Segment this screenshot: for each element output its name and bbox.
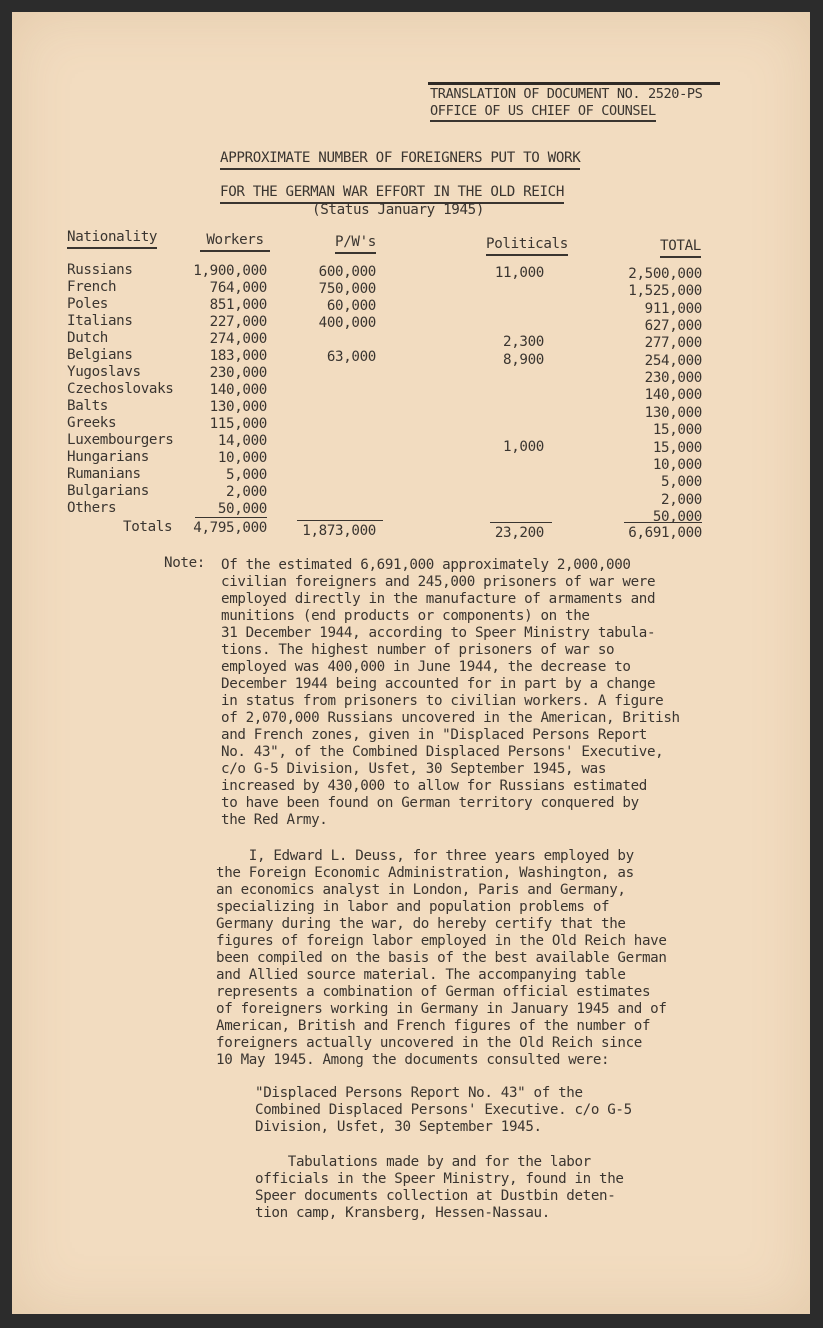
cell-total: 2,000: [661, 492, 702, 508]
cell-nationality: Yugoslavs: [67, 364, 141, 380]
text-line: increased by 430,000 to allow for Russians estimated: [221, 778, 647, 794]
text-line: I, Edward L. Deuss, for three years employed by: [216, 848, 634, 864]
cell-workers: 130,000: [209, 399, 267, 415]
cell-total: 140,000: [644, 387, 702, 403]
cell-total: 230,000: [644, 370, 702, 386]
text-line: "Displaced Persons Report No. 43" of the: [255, 1085, 583, 1101]
text-line: munitions (end products or components) on the: [221, 608, 590, 624]
cell-nationality: Italians: [67, 313, 133, 329]
text-line: in status from prisoners to civilian workers. A figure: [221, 693, 664, 709]
totals-politicals: 23,200: [494, 525, 544, 541]
header-line-2: OFFICE OF US CHIEF OF COUNSEL: [430, 103, 656, 122]
cell-nationality: Poles: [67, 296, 108, 312]
workers-sum-rule: [195, 517, 267, 518]
cell-pows: 63,000: [326, 349, 376, 365]
cell-nationality: Czechoslovaks: [67, 381, 174, 397]
politicals-sum-rule: [490, 522, 552, 523]
header-line-1: TRANSLATION OF DOCUMENT NO. 2520-PS: [430, 86, 703, 102]
text-line: to have been found on German territory conquered by: [221, 795, 639, 811]
cell-total: 911,000: [644, 301, 702, 317]
text-line: foreigners actually uncovered in the Old Reich since: [216, 1035, 642, 1051]
title-line-3: (Status January 1945): [312, 202, 485, 218]
title-line-1: APPROXIMATE NUMBER OF FOREIGNERS PUT TO WORK: [220, 150, 580, 170]
cell-nationality: Hungarians: [67, 449, 149, 465]
text-line: Speer documents collection at Dustbin deten-: [255, 1188, 616, 1204]
cell-workers: 227,000: [209, 314, 267, 330]
cell-workers: 50,000: [217, 501, 267, 517]
cell-politicals: 11,000: [494, 265, 544, 281]
cell-pows: 400,000: [318, 315, 376, 331]
cell-nationality: Greeks: [67, 415, 117, 431]
cell-workers: 140,000: [209, 382, 267, 398]
header-total: TOTAL: [660, 238, 701, 258]
text-line: officials in the Speer Ministry, found in the: [255, 1171, 624, 1187]
text-line: c/o G-5 Division, Usfet, 30 September 1945, was: [221, 761, 607, 777]
cell-total: 50,000: [652, 509, 702, 525]
cell-total: 10,000: [652, 457, 702, 473]
cell-nationality: Rumanians: [67, 466, 141, 482]
cell-pows: 60,000: [326, 298, 376, 314]
text-line: the Foreign Economic Administration, Washington, as: [216, 865, 634, 881]
cell-politicals: 2,300: [503, 334, 544, 350]
cell-pows: 600,000: [318, 264, 376, 280]
cell-nationality: Balts: [67, 398, 108, 414]
cell-nationality: Bulgarians: [67, 483, 149, 499]
text-line: tion camp, Kransberg, Hessen-Nassau.: [255, 1205, 550, 1221]
text-line: Combined Displaced Persons' Executive. c/o G-5: [255, 1102, 632, 1118]
text-line: represents a combination of German official estimates: [216, 984, 651, 1000]
totals-label: Totals: [123, 519, 173, 535]
totals-pows: 1,873,000: [302, 523, 376, 539]
cell-nationality: Dutch: [67, 330, 108, 346]
cell-workers: 14,000: [217, 433, 267, 449]
text-line: and French zones, given in "Displaced Persons Report: [221, 727, 647, 743]
text-line: of 2,070,000 Russians uncovered in the American, British: [221, 710, 680, 726]
text-line: tions. The highest number of prisoners of war so: [221, 642, 615, 658]
header-politicals: Politicals: [486, 236, 568, 256]
text-line: No. 43", of the Combined Displaced Persons' Executive,: [221, 744, 664, 760]
totals-total: 6,691,000: [628, 525, 702, 541]
cell-total: 1,525,000: [628, 283, 702, 299]
cell-politicals: 8,900: [503, 352, 544, 368]
header-nationality: Nationality: [67, 229, 157, 249]
text-line: 10 May 1945. Among the documents consulted were:: [216, 1052, 610, 1068]
cell-pows: 750,000: [318, 281, 376, 297]
header-pows: P/W's: [335, 234, 376, 254]
cell-nationality: French: [67, 279, 117, 295]
cell-workers: 1,900,000: [193, 263, 267, 279]
cell-workers: 5,000: [226, 467, 267, 483]
cell-nationality: Russians: [67, 262, 133, 278]
cell-nationality: Belgians: [67, 347, 133, 363]
cell-total: 254,000: [644, 353, 702, 369]
cell-total: 15,000: [652, 422, 702, 438]
cell-nationality: Luxembourgers: [67, 432, 174, 448]
text-line: figures of foreign labor employed in the Old Reich have: [216, 933, 667, 949]
text-line: Division, Usfet, 30 September 1945.: [255, 1119, 542, 1135]
note-label: Note:: [164, 555, 205, 571]
cell-total: 627,000: [644, 318, 702, 334]
cell-workers: 10,000: [217, 450, 267, 466]
cell-workers: 2,000: [226, 484, 267, 500]
text-line: December 1944 being accounted for in part by a change: [221, 676, 656, 692]
total-sum-rule: [624, 522, 702, 523]
text-line: civilian foreigners and 245,000 prisoners of war were: [221, 574, 656, 590]
document-page: [12, 12, 810, 1314]
text-line: employed was 400,000 in June 1944, the decrease to: [221, 659, 631, 675]
text-line: an economics analyst in London, Paris and Germany,: [216, 882, 626, 898]
cell-total: 15,000: [652, 440, 702, 456]
cell-total: 2,500,000: [628, 266, 702, 282]
text-line: of foreigners working in Germany in January 1945 and of: [216, 1001, 667, 1017]
cell-total: 277,000: [644, 335, 702, 351]
text-line: the Red Army.: [221, 812, 328, 828]
cell-politicals: 1,000: [503, 439, 544, 455]
cell-total: 130,000: [644, 405, 702, 421]
title-line-2: FOR THE GERMAN WAR EFFORT IN THE OLD REICH: [220, 184, 564, 204]
totals-workers: 4,795,000: [193, 520, 267, 536]
cell-total: 5,000: [661, 474, 702, 490]
header-top-rule: [428, 82, 720, 85]
cell-workers: 183,000: [209, 348, 267, 364]
text-line: 31 December 1944, according to Speer Ministry tabula-: [221, 625, 656, 641]
cell-workers: 115,000: [209, 416, 267, 432]
text-line: been compiled on the basis of the best available German: [216, 950, 667, 966]
cell-workers: 230,000: [209, 365, 267, 381]
text-line: and Allied source material. The accompanying table: [216, 967, 626, 983]
text-line: employed directly in the manufacture of armaments and: [221, 591, 656, 607]
cell-workers: 764,000: [209, 280, 267, 296]
text-line: Of the estimated 6,691,000 approximately 2,000,000: [221, 557, 631, 573]
pows-sum-rule: [297, 520, 383, 521]
text-line: specializing in labor and population problems of: [216, 899, 610, 915]
cell-workers: 274,000: [209, 331, 267, 347]
text-line: Tabulations made by and for the labor: [255, 1154, 591, 1170]
cell-workers: 851,000: [209, 297, 267, 313]
cell-nationality: Others: [67, 500, 117, 516]
text-line: American, British and French figures of the number of: [216, 1018, 651, 1034]
text-line: Germany during the war, do hereby certify that the: [216, 916, 626, 932]
header-workers: Workers: [200, 232, 270, 252]
